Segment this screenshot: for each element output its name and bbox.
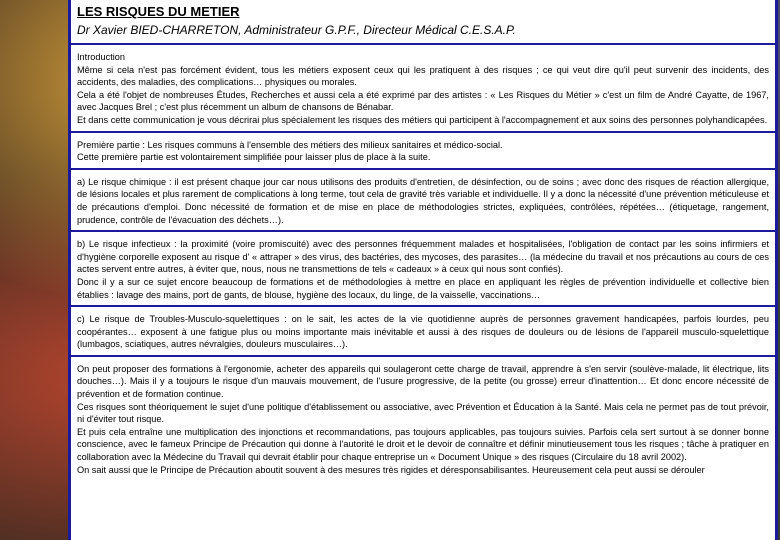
page-title: LES RISQUES DU METIER — [77, 4, 240, 19]
section-b-paragraph: b) Le risque infectieux : la proximité (voire promiscuité) avec des personnes fréquemment malades et hospitalisées, l'obligation de contact par les soins infirmiers et d'hygiène corporelle exposent au risque d' « attraper » des virus, des bactéries, des mycoses, des parasites… (la médecine du travail et nos précautions au cours de ces actes servent entre autres, à éviter que, nous, nous ne transmettions de tels « cadeaux » à ceux qui nous sont confiés). — [77, 239, 769, 275]
divider — [71, 230, 775, 232]
section-a-paragraph: a) Le risque chimique : il est présent chaque jour car nous utilisons des produits d'entretien, de désinfection, ou de soins ; avec donc des risques de réaction allergique, de lésions locales et plus rarement de complications à long terme, tout cela de gravité très variable et individuelle. Il y a donc la nécessité d'une prévention méticuleuse et de précautions d'emploi. Donc nécessité de formation et de mise en place de méthodologies strictes, expliquées, contrôlées, répétées… (étiquetage, rangement, prudence, contrôle de l'évacuation des déchets…). — [77, 176, 769, 225]
section-d-paragraph: On peut proposer des formations à l'ergonomie, acheter des appareils qui soulageront cette charge de travail, apprendre à s'en servir (soulève-malade, lit électrique, lits douches…). Mais il y a toujours le risque d'un mauvais mouvement, de l'usure progressive, de la petite (ou grosse) erreur d'inattention… Et donc encore nécessité de prévention et de formation continue. — [77, 363, 769, 400]
author-line: Dr Xavier BIED-CHARRETON, Administrateur G.P.F., Directeur Médical C.E.S.A.P. — [77, 23, 516, 37]
section-d-paragraph: On sait aussi que le Principe de Précaution aboutit souvent à des mesures très rigides et déresponsabilisantes. Heureusement cela peut aussi se dérouler — [77, 464, 705, 475]
divider — [71, 168, 775, 170]
section-d-paragraph: Ces risques sont théoriquement le sujet d'une politique d'établissement ou associative, avec Prévention et Éducation à la Santé. Mais cela ne permet pas de tout prévoir, ni d'éviter tout risque. — [77, 401, 769, 425]
intro-heading: Introduction — [77, 52, 126, 62]
intro-paragraph: Et dans cette communication je vous décrirai plus spécialement les risques des métiers qui participent à l'accompagnement et aux soins des personnes polyhandicapées. — [77, 114, 768, 125]
divider — [71, 305, 775, 307]
section-c-paragraph: c) Le risque de Troubles-Musculo-squelettiques : on le sait, les actes de la vie quotidienne auprès de personnes gravement handicapées, parfois lourdes, peu coopérantes… exposent à une fatigue plus ou moins importante mais inévitable et aussi à des risques de douleurs ou de lésions de l'appareil musculo-squelettique (lumbagos, sciatiques, autres névralgies, douleurs musculaires…). — [77, 314, 769, 350]
intro-paragraph: Cela a été l'objet de nombreuses Études, Recherches et aussi cela a été exprimé par des artistes : « Les Risques du Métier » c'est un film de André Cayatte, de 1967, avec Jacques Brel ; c'est plus récemment un album de chansons de Bénabar. — [77, 89, 769, 113]
intro-paragraph: Même si cela n'est pas forcément évident, tous les métiers exposent ceux qui les pratiquent à des risques ; ce qui veut dire qu'il peut survenir des incidents, des accidents, des maladies, des complications… physiques ou morales. — [77, 64, 769, 88]
divider — [71, 131, 775, 133]
document-panel — [68, 0, 778, 540]
part-paragraph: Cette première partie est volontairement simplifiée pour laisser plus de place à la suite. — [77, 152, 431, 163]
section-b-paragraph: Donc il y a sur ce sujet encore beaucoup de formations et de méthodologies à mettre en place en appliquant les règles de prévention individuelle et collective bien établies : lavage des mains, port de gants, de blouse, hygiène des locaux, du linge, de la vaisselle, vaccinations… — [77, 276, 769, 300]
divider — [71, 355, 775, 357]
part-heading: Première partie : Les risques communs à l'ensemble des métiers des milieux sanitaires et médico-social. — [77, 139, 503, 150]
divider — [71, 43, 775, 45]
section-d-paragraph: Et puis cela entraîne une multiplication des injonctions et recommandations, pas toujours applicables, pas toujours suivies. Parfois cela sert surtout à se donner bonne conscience, avec le fameux Principe de Précaution qui donne à l'autorité le droit et le devoir de connaître et définir minutieusement tous les risques ; tâche à pratiquer en collaboration avec la Médecine du Travail qui devrait établir pour chaque entreprise un « Document Unique » des risques (Circulaire du 18 avril 2002). — [77, 426, 769, 463]
